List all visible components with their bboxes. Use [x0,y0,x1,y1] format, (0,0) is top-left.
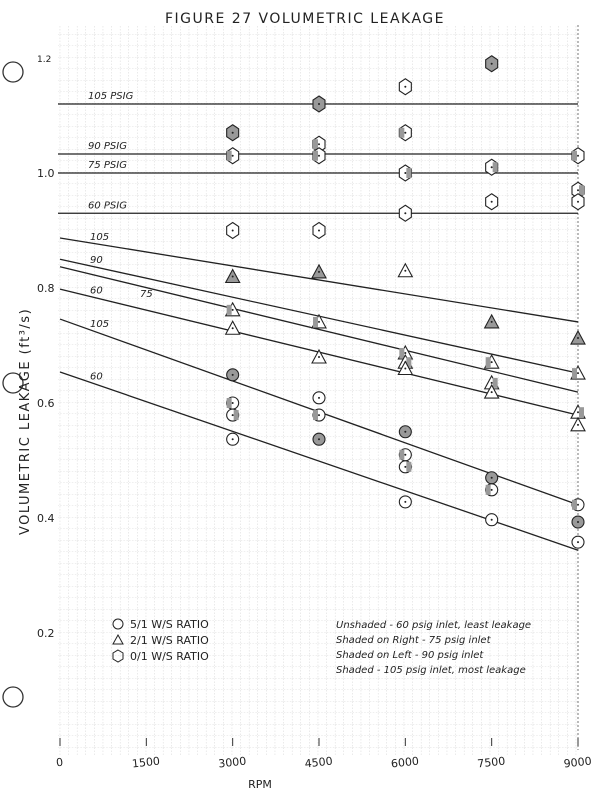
marker-center-dot [318,397,320,399]
marker-shading [313,151,318,161]
marker-center-dot [577,189,579,191]
marker-shading [227,305,232,315]
x-tick-label: 3000 [217,754,247,771]
marker-center-dot [318,103,320,105]
fit-line-label: 90 [90,254,103,266]
marker-center-dot [577,337,579,339]
marker-center-dot [318,155,320,157]
y-axis-label: VOLUMETRIC LEAKAGE (ft³/s) [18,307,33,535]
binder-hole [3,62,23,82]
y-tick-label: 0.6 [37,397,55,410]
x-tick-label: 4500 [304,754,334,771]
marker-center-dot [232,132,234,134]
marker-shading [227,151,232,161]
x-tick-label: 0 [55,755,64,770]
marker-center-dot [491,201,493,203]
marker-shading [572,151,577,161]
marker-center-dot [491,63,493,65]
marker-center-dot [232,276,234,278]
binder-hole [3,687,23,707]
marker-center-dot [404,132,406,134]
marker-shading [313,317,318,327]
fit-line-label: 105 [90,231,110,243]
marker-shading [493,162,498,172]
marker-shading [579,185,584,195]
y-tick-label: 0.2 [37,627,55,640]
marker-center-dot [404,86,406,88]
marker-center-dot [318,414,320,416]
marker-shading [399,348,404,358]
marker-center-dot [318,143,320,145]
marker-shading [406,168,411,178]
marker-center-dot [577,541,579,543]
note: Shaded on Right - 75 psig inlet [336,635,491,646]
marker-center-dot [404,212,406,214]
marker-center-dot [577,201,579,203]
marker-center-dot [232,309,234,311]
marker-center-dot [232,327,234,329]
marker-shading [227,398,232,408]
y-tick-label: 0.4 [37,512,55,525]
marker-center-dot [577,504,579,506]
pressure-line-label: 90 PSIG [88,141,127,153]
marker-center-dot [404,172,406,174]
legend-label: 5/1 W/S RATIO [130,618,209,631]
marker-shading [572,368,577,378]
note: Unshaded - 60 psig inlet, least leakage [336,620,532,631]
marker-center-dot [491,391,493,393]
fit-line-label: 60 [90,285,103,297]
marker-center-dot [232,438,234,440]
marker-center-dot [404,454,406,456]
marker-shading [313,139,318,149]
marker-center-dot [491,477,493,479]
marker-shading [572,500,577,510]
marker-center-dot [318,438,320,440]
y-tick-label: 1.0 [37,167,55,180]
marker-shading [399,450,404,460]
marker-center-dot [491,519,493,521]
marker-center-dot [318,356,320,358]
fit-line-label: 75 [140,289,153,301]
pressure-line-label: 105 PSIG [88,91,134,102]
marker-center-dot [232,374,234,376]
marker-center-dot [577,411,579,413]
marker-center-dot [577,521,579,523]
marker-center-dot [491,166,493,168]
marker-center-dot [404,431,406,433]
x-tick-label: 1500 [131,754,161,771]
marker-center-dot [318,271,320,273]
fit-line-label: 60 [90,371,103,383]
pressure-line-label: 75 PSIG [88,160,127,171]
marker-shading [486,485,491,495]
marker-center-dot [404,270,406,272]
marker-shading [234,410,239,420]
marker-center-dot [491,321,493,323]
marker-center-dot [577,372,579,374]
marker-center-dot [404,501,406,503]
marker-center-dot [318,230,320,232]
marker-center-dot [491,382,493,384]
marker-center-dot [232,230,234,232]
x-axis-label: RPM [248,778,272,791]
x-tick-label: 6000 [390,754,420,771]
y-tick-label: 0.8 [37,282,55,295]
marker-shading [493,378,498,388]
marker-shading [579,407,584,417]
fit-line-label: 105 [90,318,110,330]
x-tick-label: 9000 [563,754,593,771]
marker-center-dot [491,361,493,363]
x-tick-label: 7500 [476,754,506,771]
marker-center-dot [232,414,234,416]
marker-center-dot [232,402,234,404]
marker-center-dot [491,489,493,491]
pressure-line-label: 60 PSIG [88,200,127,212]
marker-center-dot [577,424,579,426]
y-tick-label: 1.2 [37,55,52,65]
chart-title: FIGURE 27 VOLUMETRIC LEAKAGE [164,11,446,27]
note: Shaded on Left - 90 psig inlet [336,650,484,661]
legend-label: 0/1 W/S RATIO [130,650,209,663]
marker-shading [406,462,411,472]
marker-center-dot [577,155,579,157]
marker-center-dot [404,352,406,354]
marker-center-dot [404,368,406,370]
marker-center-dot [318,321,320,323]
marker-center-dot [404,466,406,468]
marker-shading [313,410,318,420]
legend-label: 2/1 W/S RATIO [130,634,209,647]
note: Shaded - 105 psig inlet, most leakage [336,665,526,676]
marker-center-dot [232,155,234,157]
marker-shading [486,357,491,367]
marker-shading [399,128,404,138]
